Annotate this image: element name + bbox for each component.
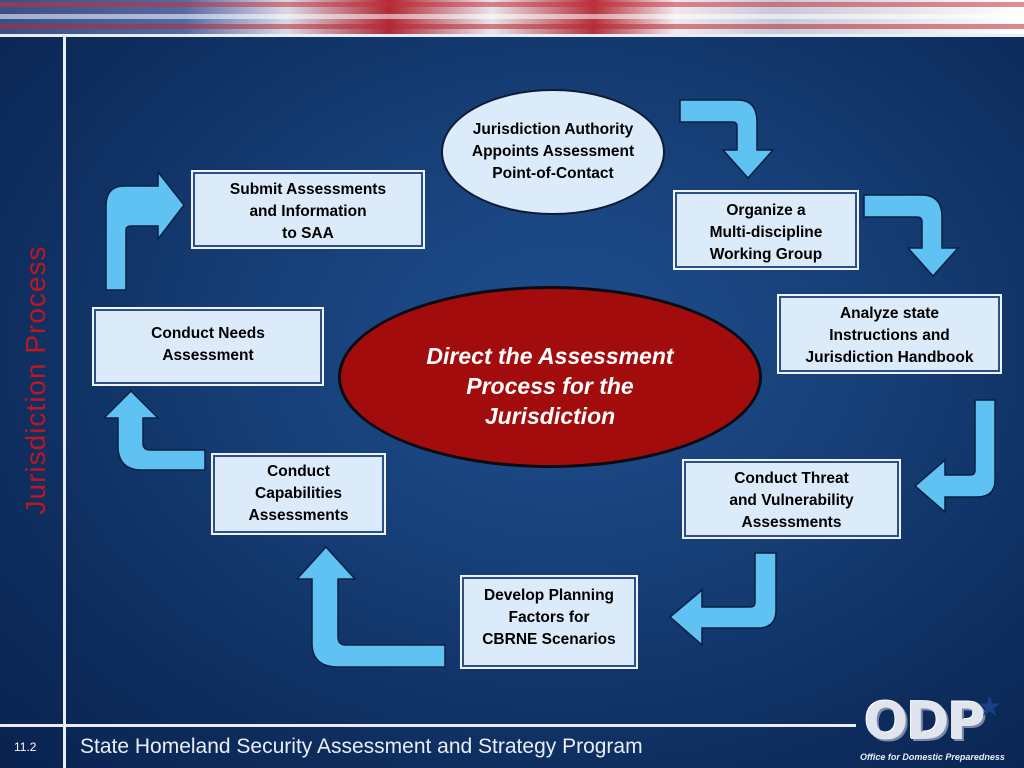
program-title: State Homeland Security Assessment and Strategy Program (80, 735, 643, 758)
odp-logo-subtitle: Office for Domestic Preparedness (860, 752, 1005, 762)
node-threat-assessment (684, 461, 899, 537)
node-threat-line: and Vulnerability (729, 492, 854, 509)
node-planning-line: CBRNE Scenarios (482, 631, 616, 648)
node-appoint-poc (441, 89, 665, 215)
center-direct-assessment (338, 286, 762, 468)
node-needs-assessment (94, 309, 322, 384)
odp-logo: ODP (864, 692, 984, 752)
arrow-appoint-to-organize (680, 100, 773, 178)
node-capabilities-assessment (213, 455, 384, 533)
node-submit-line: Submit Assessments (229, 181, 387, 198)
node-appoint-line: Jurisdiction Authority (472, 121, 634, 138)
node-capabilities-line: Assessments (248, 507, 349, 524)
node-organize-line: Working Group (709, 246, 823, 263)
node-capabilities-line: Conduct (267, 463, 330, 480)
node-develop-planning-factors (462, 577, 636, 667)
node-organize-line: Multi-discipline (709, 224, 823, 241)
star-icon: ★ (977, 691, 1003, 722)
arrow-planning-to-capabilities (297, 547, 445, 667)
node-threat-line: Conduct Threat (734, 470, 849, 487)
node-submit-line: to SAA (282, 225, 334, 242)
node-organize-line: Organize a (726, 202, 806, 219)
node-needs-line: Conduct Needs (151, 325, 265, 342)
arrow-capabilities-to-needs (104, 391, 205, 470)
node-submit-line: and Information (249, 203, 367, 220)
center-line: Process for the (466, 373, 634, 399)
node-threat-line: Assessments (741, 514, 842, 531)
side-title-text: Jurisdiction Process (20, 245, 51, 515)
page-number: 11.2 (14, 740, 37, 754)
node-planning-line: Factors for (508, 609, 590, 626)
node-appoint-line: Point-of-Contact (492, 165, 614, 182)
node-analyze-line: Instructions and (829, 327, 950, 344)
arrow-analyze-to-threat (915, 400, 995, 512)
node-submit-to-saa (193, 172, 423, 247)
arrow-needs-to-submit (106, 172, 184, 290)
center-line: Direct the Assessment (426, 343, 674, 369)
center-line: Jurisdiction (484, 403, 616, 429)
arrow-threat-to-planning (670, 553, 776, 645)
node-needs-line: Assessment (162, 347, 254, 364)
node-organize-working-group (675, 192, 857, 268)
node-appoint-line: Appoints Assessment (471, 143, 635, 160)
node-capabilities-line: Capabilities (255, 485, 342, 502)
node-analyze-line: Jurisdiction Handbook (805, 349, 974, 366)
arrow-organize-to-analyze (864, 195, 958, 276)
node-analyze-instructions (779, 296, 1000, 372)
node-analyze-line: Analyze state (839, 305, 940, 322)
node-planning-line: Develop Planning (483, 587, 615, 604)
